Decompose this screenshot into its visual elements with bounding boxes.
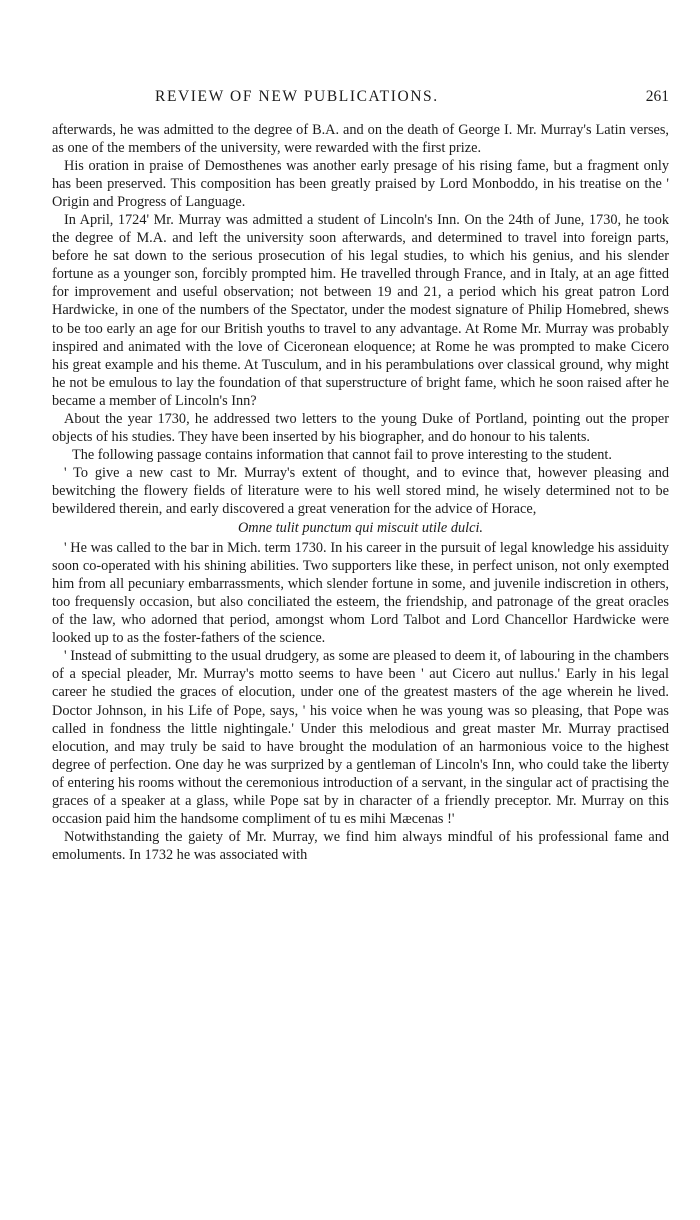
paragraph-quote-cast: ' To give a new cast to Mr. Murray's extent of thought, and to evince that, however pleasing and bewitching the flowery fields of literature were to his well stored mind, he wisely determined not to be bewildered therein, and early discovered a great veneration for the advice of Horace, [52, 464, 669, 517]
latin-quotation: Omne tulit punctum qui miscuit utile dulci. [237, 520, 483, 537]
paragraph-letters: About the year 1730, he addressed two letters to the young Duke of Portland, pointing out the proper objects of his studies. They have been inserted by his biographer, and do honour to his talents. [52, 410, 669, 445]
paragraph-called-to-bar: ' He was called to the bar in Mich. term 1730. In his career in the pursuit of legal knowledge his assiduity soon co-operated with his shining abilities. Two supporters like these, in perfect unison, not only exempted him from all pecuniary embarrassments, which slender fortune in some, and juvenile indiscretion in others, too frequensly occasion, but also conciliated the esteem, the friendship, and patronage of the great oracles of the law, who adorned that period, amongst whom Lord Talbot and Lord Chancellor Hardwicke were looked up to as the foster-fathers of the science. [52, 540, 669, 647]
paragraph-lincolns-inn: In April, 1724' Mr. Murray was admitted a student of Lincoln's Inn. On the 24th of June, 1730, he took the degree of M.A. and left the university soon afterwards, and determined to travel into foreign parts, before he sat down to the serious prosecution of his legal studies, to which his genius, and his slender fortune as a younger son, forcibly prompted him. He travelled through France, and in Italy, at an age fitted for improvement and useful observation; not between 19 and 21, a period which his great patron Lord Hardwicke, in one of the numbers of the Spectator, under the modest signature of Philip Homebred, shews to be too early an age for our British youths to travel to any advantage. At Rome Mr. Murray was probably inspired and animated with the love of Ciceronean eloquence; at Rome he was prompted to make Cicero his great example and his theme. At Tusculum, and in his perambulations over classical ground, why might he not be emulous to lay the foundation of that superstructure of bright fame, which he soon raised after he became a member of Lincoln's Inn? [52, 212, 669, 409]
page-number: 261 [645, 88, 669, 105]
paragraph-passage-intro: The following passage contains information that cannot fail to prove interesting to the student. [72, 446, 612, 463]
page [52, 88, 669, 864]
running-title: REVIEW OF NEW PUBLICATIONS. [155, 88, 439, 105]
paragraph-elocution: ' Instead of submitting to the usual drudgery, as some are pleased to deem it, of labouring in the chambers of a special pleader, Mr. Murray's motto seems to have been ' aut Cicero aut nullus.' Early in his legal career he studied the graces of elocution, under one of the greatest masters of the age wherein he lived. Doctor Johnson, in his Life of Pope, says, ' his voice when he was young was so pleasing, that Pope was called in fondness the little nightingale.' Under this melodious and great master Mr. Murray practised elocution, and may truly be said to have brought the modulation of an harmonious voice to the highest degree of perfection. One day he was surprized by a gentleman of Lincoln's Inn, who could take the liberty of entering his rooms without the ceremonious introduction of a servant, in the singular act of practising the graces of a speaker at a glass, while Pope sat by in character of a friendly preceptor. Mr. Murray on this occasion paid him the handsome compliment of tu es mihi Mæcenas !' [52, 648, 669, 827]
running-header [52, 88, 669, 110]
paragraph-continuation: afterwards, he was admitted to the degree of B.A. and on the death of George I. Mr. Murray's Latin verses, as one of the members of the university, were rewarded with the first prize. [52, 122, 669, 157]
article-body [52, 121, 669, 864]
paragraph-oration: His oration in praise of Demosthenes was another early presage of his rising fame, but a fragment only has been preserved. This composition has been greatly praised by Lord Monboddo, in his treatise on the ' Origin and Progress of Language. [52, 158, 669, 211]
paragraph-notwithstanding: Notwithstanding the gaiety of Mr. Murray, we find him always mindful of his professional fame and emoluments. In 1732 he was associated with [52, 828, 669, 863]
